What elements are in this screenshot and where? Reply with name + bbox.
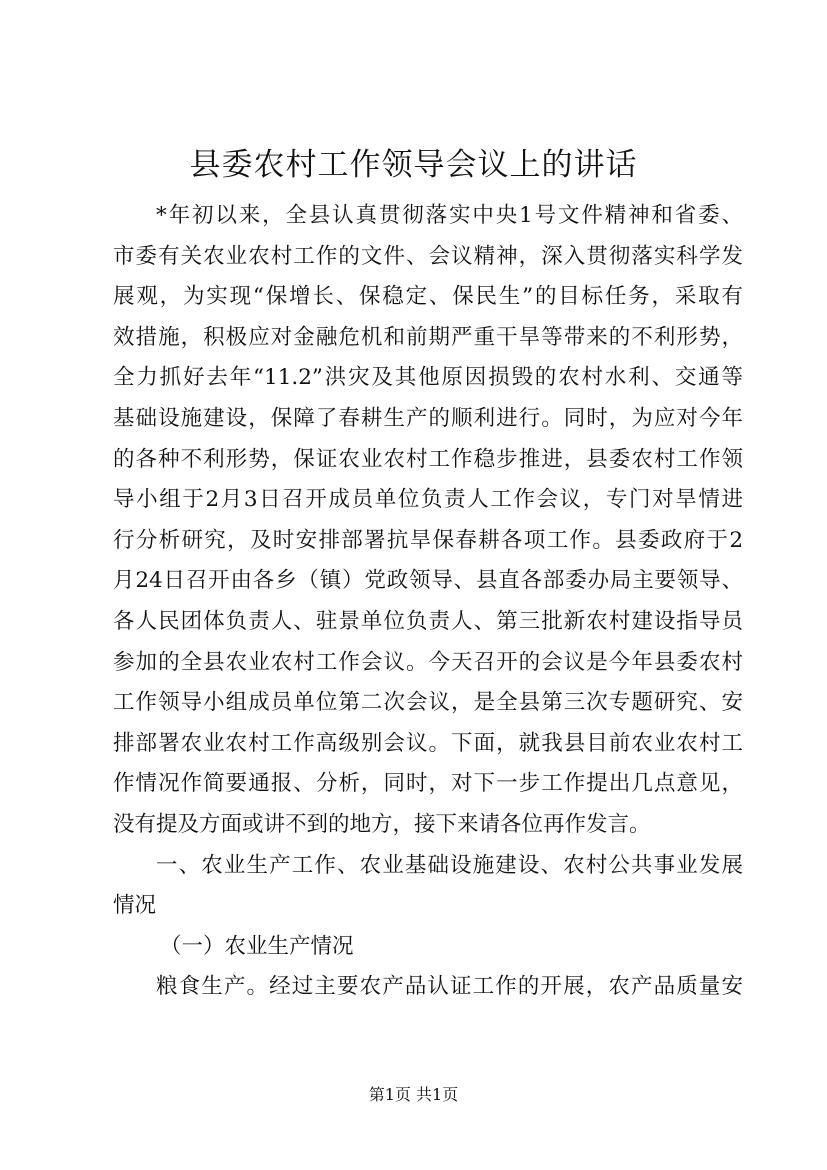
page-number-footer: 第1页 共1页 — [368, 1085, 459, 1104]
section-heading-line: 情况 — [113, 893, 157, 919]
document-title: 县委农村工作领导会议上的讲话 — [189, 147, 638, 183]
paragraph-line: 效措施，积极应对金融危机和前期严重干旱等带来的不利形势， — [113, 324, 743, 350]
paragraph-line: 各人民团体负责人、驻景单位负责人、第三批新农村建设指导员 — [113, 608, 743, 634]
section-heading-line: 一、农业生产工作、农业基础设施建设、农村公共事业发展 — [156, 852, 743, 878]
paragraph-line: 没有提及方面或讲不到的地方，接下来请各位再作发言。 — [113, 811, 651, 837]
document-body — [113, 196, 743, 1008]
paragraph-line: 作情况作简要通报、分析，同时，对下一步工作提出几点意见， — [113, 771, 743, 797]
paragraph-line: 粮食生产。经过主要农产品认证工作的开展，农产品质量安 — [156, 974, 743, 1000]
paragraph-line: 展观，为实现“保增长、保稳定、保民生”的目标任务，采取有 — [113, 284, 743, 310]
paragraph-line: 的各种不利形势，保证农业农村工作稳步推进，县委农村工作领 — [113, 446, 743, 472]
paragraph-line: 行分析研究，及时安排部署抗旱保春耕各项工作。县委政府于2 — [113, 527, 743, 553]
subsection-heading: （一）农业生产情况 — [160, 933, 354, 959]
paragraph-line: *年初以来，全县认真贯彻落实中央1号文件精神和省委、 — [156, 203, 743, 228]
paragraph-line: 全力抓好去年“11.2”洪灾及其他原因损毁的农村水利、交通等 — [113, 365, 743, 391]
paragraph-line: 工作领导小组成员单位第二次会议，是全县第三次专题研究、安 — [113, 690, 743, 716]
paragraph-line: 参加的全县农业农村工作会议。今天召开的会议是今年县委农村 — [113, 649, 743, 675]
paragraph-line: 排部署农业农村工作高级别会议。下面，就我县目前农业农村工 — [113, 730, 743, 756]
paragraph-line: 基础设施建设，保障了春耕生产的顺利进行。同时，为应对今年 — [113, 405, 743, 431]
paragraph-line: 市委有关农业农村工作的文件、会议精神，深入贯彻落实科学发 — [113, 243, 743, 269]
paragraph-line: 导小组于2月3日召开成员单位负责人工作会议，专门对旱情进 — [113, 487, 743, 513]
paragraph-line: 月24日召开由各乡（镇）党政领导、县直各部委办局主要领导、 — [113, 568, 743, 594]
